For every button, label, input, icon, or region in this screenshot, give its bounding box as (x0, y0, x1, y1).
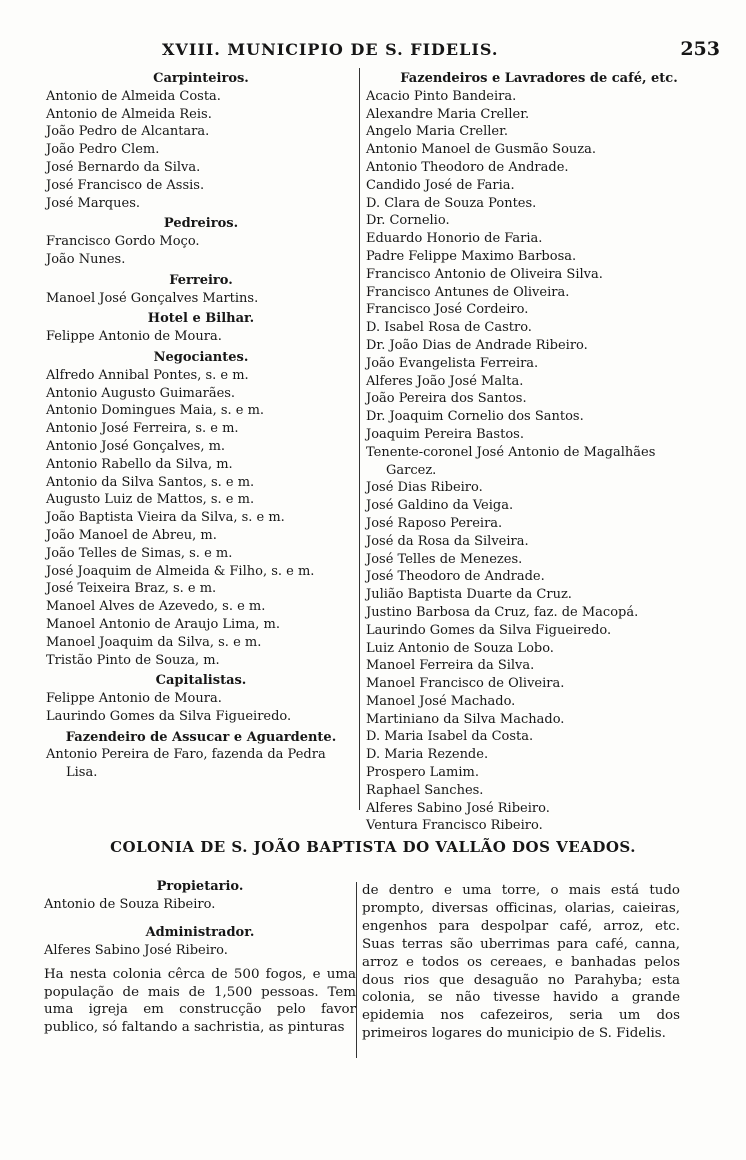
list-item: Prospero Lamim. (366, 765, 479, 781)
admin-name: Alferes Sabino José Ribeiro. (44, 943, 228, 958)
list-item: Francisco Gordo Moço. (46, 234, 200, 250)
page-header (40, 40, 720, 64)
column-divider (359, 68, 360, 810)
list-item: Angelo Maria Creller. (366, 124, 508, 140)
list-item: Alferes João José Malta. (366, 373, 524, 389)
left-column (46, 70, 356, 782)
list-item: João Baptista Vieira da Silva, s. e m. (46, 510, 285, 526)
colony-left-column (44, 878, 356, 1036)
list-item: Garcez. (386, 462, 437, 478)
list-item: Antonio Theodoro de Andrade. (366, 159, 569, 175)
colony-title: COLONIA DE S. JOÃO BAPTISTA DO VALLÃO DOS VEADOS. (110, 838, 636, 856)
list-item: João Nunes. (46, 251, 126, 267)
section-heading: Capitalistas. (155, 673, 247, 689)
list-item: Dr. Joaquim Cornelio dos Santos. (366, 409, 584, 425)
list-item: Raphael Sanches. (366, 782, 484, 798)
list-item: Manoel Antonio de Araujo Lima, m. (46, 616, 280, 632)
list-item: Manoel José Gonçalves Martins. (46, 290, 259, 306)
list-item: José Joaquim de Almeida & Filho, s. e m. (46, 563, 315, 579)
list-item: Candido José de Faria. (366, 177, 515, 193)
page-number: 253 (680, 38, 720, 60)
list-item: Manoel Ferreira da Silva. (366, 658, 535, 674)
list-item: Antonio da Silva Santos, s. e m. (46, 474, 255, 490)
list-item: D. Clara de Souza Pontes. (366, 195, 537, 211)
list-item: Manoel Francisco de Oliveira. (366, 676, 565, 692)
page-title: XVIII. MUNICIPIO DE S. FIDELIS. (162, 40, 499, 59)
list-item: Antonio de Almeida Costa. (46, 88, 221, 104)
colony-paragraph-end: de dentro e uma torre, o mais está tudo prompto, diversas officinas, olarias, caieiras, engenhos para despolpar café, arroz, etc. Suas terras são uberrimas para café, canna, arroz e todos os cereaes, e banhadas pelos dous rios que desaguão no Parahyba; esta colonia, se não tivesse havido a grande epidemia nos cafezeiros, seria um dos primeiros logares do municipio de S. Fidelis. (362, 883, 680, 1042)
section-heading: Hotel e Bilhar. (147, 311, 255, 327)
list-item: Antonio de Almeida Reis. (46, 106, 212, 122)
section-heading: Carpinteiros. (153, 71, 249, 86)
list-item: Laurindo Gomes da Silva Figueiredo. (366, 622, 612, 638)
right-column (366, 70, 712, 835)
colony-column-divider (356, 882, 357, 1058)
list-item: Manoel Alves de Azevedo, s. e m. (46, 599, 266, 615)
proprietor-heading: Propietario. (156, 879, 244, 894)
list-item: D. Maria Isabel da Costa. (366, 729, 534, 745)
list-item: João Pereira dos Santos. (366, 391, 527, 407)
admin-heading: Administrador. (145, 925, 255, 940)
list-item: Ventura Francisco Ribeiro. (366, 818, 543, 834)
list-item: Francisco Antunes de Oliveira. (366, 284, 570, 300)
list-item: Lisa. (66, 765, 98, 781)
list-item: José Marques. (46, 195, 141, 211)
list-item: José Teixeira Braz, s. e m. (46, 581, 217, 597)
list-item: Eduardo Honorio de Faria. (366, 231, 543, 247)
list-item: Padre Felippe Maximo Barbosa. (366, 248, 577, 264)
list-item: Antonio José Gonçalves, m. (46, 438, 226, 454)
list-item: Tenente-coronel José Antonio de Magalhães (366, 444, 656, 460)
list-item: José Raposo Pereira. (366, 515, 503, 531)
list-item: Justino Barbosa da Cruz, faz. de Macopá. (366, 604, 639, 620)
list-item: José Bernardo da Silva. (46, 159, 201, 175)
list-item: João Manoel de Abreu, m. (46, 527, 217, 543)
colony-paragraph-start: Ha nesta colonia cêrca de 500 fogos, e uma população de mais de 1,500 pessoas. Tem uma igreja em construcção pelo favor publico, só faltando a sachristia, as pinturas (44, 967, 356, 1035)
list-item: Antonio Pereira de Faro, fazenda da Pedra (46, 747, 326, 763)
list-item: Joaquim Pereira Bastos. (366, 426, 524, 442)
list-item: Antonio Rabello da Silva, m. (46, 456, 233, 472)
list-item: Antonio José Ferreira, s. e m. (46, 421, 239, 437)
list-item: Alfredo Annibal Pontes, s. e m. (46, 367, 249, 383)
list-item: Francisco José Cordeiro. (366, 302, 529, 318)
section-heading: Negociantes. (153, 349, 249, 365)
section-heading: Fazendeiro de Assucar e Aguardente. (65, 729, 337, 745)
list-item: Felippe Antonio de Moura. (46, 329, 222, 345)
list-item: Dr. João Dias de Andrade Ribeiro. (366, 337, 588, 353)
list-item: Antonio Manoel de Gusmão Souza. (366, 142, 596, 158)
list-item: Martiniano da Silva Machado. (366, 711, 565, 727)
list-item: José Theodoro de Andrade. (366, 569, 545, 585)
list-item: Dr. Cornelio. (366, 213, 450, 229)
section-heading: Pedreiros. (163, 216, 239, 232)
list-item: Felippe Antonio de Moura. (46, 691, 222, 707)
list-item: Antonio Augusto Guimarães. (46, 385, 236, 401)
list-item: João Telles de Simas, s. e m. (46, 545, 233, 561)
list-item: Manoel José Machado. (366, 693, 516, 709)
list-item: João Pedro de Alcantara. (46, 124, 210, 140)
list-item: Augusto Luiz de Mattos, s. e m. (46, 492, 255, 508)
list-item: Tristão Pinto de Souza, m. (46, 652, 220, 668)
list-item: D. Isabel Rosa de Castro. (366, 320, 532, 336)
list-item: Julião Baptista Duarte da Cruz. (366, 587, 572, 603)
list-item: Alexandre Maria Creller. (366, 106, 530, 122)
list-item: D. Maria Rezende. (366, 747, 489, 763)
proprietor-name: Antonio de Souza Ribeiro. (44, 897, 216, 912)
section-heading: Ferreiro. (169, 272, 233, 288)
list-item: João Evangelista Ferreira. (366, 355, 539, 371)
list-item: Alferes Sabino José Ribeiro. (366, 800, 550, 816)
list-item: Antonio Domingues Maia, s. e m. (46, 403, 265, 419)
list-item: João Pedro Clem. (46, 142, 160, 158)
list-item: Luiz Antonio de Souza Lobo. (366, 640, 554, 656)
list-item: Laurindo Gomes da Silva Figueiredo. (46, 708, 292, 724)
list-item: José Telles de Menezes. (366, 551, 523, 567)
list-item: Acacio Pinto Bandeira. (366, 88, 517, 104)
list-item: José Galdino da Veiga. (366, 498, 514, 514)
section-heading: Fazendeiros e Lavradores de café, etc. (400, 71, 678, 86)
list-item: José Dias Ribeiro. (366, 480, 483, 496)
list-item: Francisco Antonio de Oliveira Silva. (366, 266, 603, 282)
list-item: José da Rosa da Silveira. (366, 533, 529, 549)
list-item: José Francisco de Assis. (46, 177, 205, 193)
list-item: Manoel Joaquim da Silva, s. e m. (46, 634, 262, 650)
